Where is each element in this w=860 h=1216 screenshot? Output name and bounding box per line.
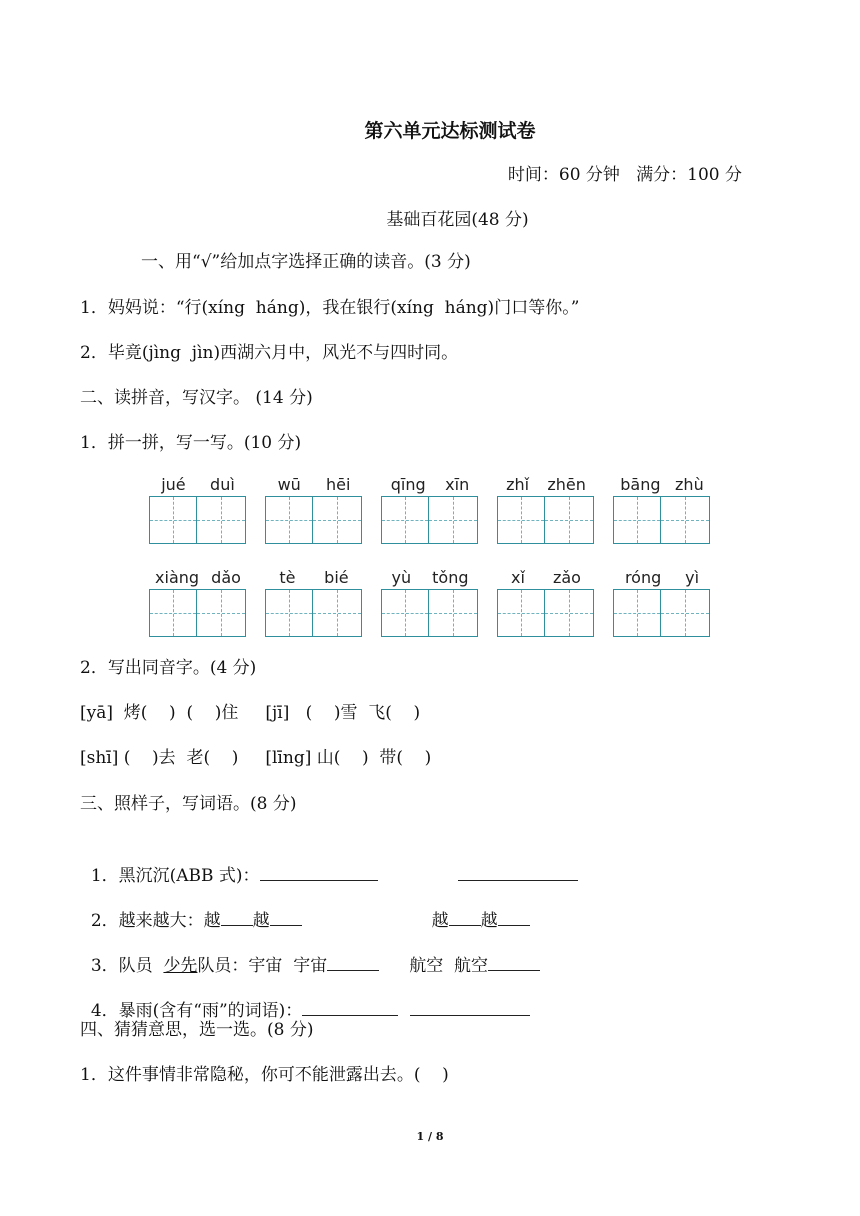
pinyin-syllable: xiàng <box>155 568 200 587</box>
q3-item-2-text: 2．越来越大：越 <box>90 911 221 931</box>
answer-blank[interactable] <box>458 862 578 881</box>
pinyin-word <box>265 563 363 637</box>
writing-box[interactable] <box>613 496 661 544</box>
page-number: 1 / 8 <box>416 1130 444 1143</box>
answer-blank[interactable] <box>410 997 530 1016</box>
q1-item-2: 2．毕竟(jìng jìn)西湖六月中，风光不与四时同。 <box>80 343 459 363</box>
pinyin-label <box>265 470 363 494</box>
pinyin-syllable: xīn <box>445 475 470 494</box>
pinyin-word <box>149 563 247 637</box>
q2-heading: 二、读拼音，写汉字。 (14 分) <box>80 388 313 408</box>
pinyin-label <box>149 470 247 494</box>
q3-item-2 <box>80 883 530 933</box>
answer-blank[interactable] <box>488 952 540 971</box>
pinyin-syllable: qīng <box>390 475 426 494</box>
answer-blank[interactable] <box>270 907 302 926</box>
writing-box[interactable] <box>545 496 594 544</box>
writing-box[interactable] <box>381 589 429 637</box>
writing-box[interactable] <box>661 589 710 637</box>
answer-blank[interactable] <box>449 907 481 926</box>
answer-blank[interactable] <box>260 862 378 881</box>
q3-item-3 <box>80 928 540 978</box>
q1-heading: 一、用“√”给加点字选择正确的读音。(3 分) <box>141 252 471 272</box>
pinyin-label <box>149 563 247 587</box>
q3-item-3-text: 队员：宇宙 宇宙 <box>197 956 328 976</box>
exam-meta: 时间：60 分钟 满分：100 分 <box>507 165 742 185</box>
pinyin-syllable: dǎo <box>211 568 241 587</box>
writing-box[interactable] <box>497 496 545 544</box>
pinyin-syllable: zhēn <box>547 475 586 494</box>
q3-item-3-text: 3．队员 <box>90 956 164 976</box>
writing-box[interactable] <box>197 496 246 544</box>
pinyin-word <box>613 563 711 637</box>
pinyin-label <box>265 563 363 587</box>
q3-item-1-label: 1．黑沉沉(ABB 式)： <box>90 866 260 886</box>
pinyin-word <box>381 470 479 544</box>
answer-blank[interactable] <box>221 907 253 926</box>
pinyin-syllable: yù <box>391 568 412 587</box>
writing-box[interactable] <box>313 496 362 544</box>
writing-box[interactable] <box>497 589 545 637</box>
writing-box[interactable] <box>545 589 594 637</box>
pinyin-label <box>497 470 595 494</box>
writing-box[interactable] <box>313 589 362 637</box>
pinyin-label <box>613 563 711 587</box>
pinyin-word <box>149 470 247 544</box>
q3-item-1 <box>80 838 578 888</box>
pinyin-syllable: jué <box>161 475 186 494</box>
section-title: 基础百花园(48 分) <box>386 210 529 230</box>
pinyin-word <box>497 470 595 544</box>
homophone-row-1: [yā] 烤( ) ( )住 [jī] ( )雪 飞( ) <box>80 703 421 723</box>
pinyin-syllable: xǐ <box>511 568 525 587</box>
pinyin-syllable: zǎo <box>552 568 581 587</box>
answer-blank[interactable] <box>327 952 379 971</box>
writing-box[interactable] <box>197 589 246 637</box>
pinyin-syllable: yì <box>685 568 700 587</box>
writing-grid-row-2 <box>149 563 711 637</box>
writing-box[interactable] <box>149 496 197 544</box>
writing-box[interactable] <box>149 589 197 637</box>
q3-item-2-text: 越 <box>480 911 498 931</box>
writing-box[interactable] <box>265 496 313 544</box>
q3-item-3-text: 航空 航空 <box>409 956 489 976</box>
pinyin-syllable: wū <box>277 475 301 494</box>
writing-box[interactable] <box>429 496 478 544</box>
page-title: 第六单元达标测试卷 <box>364 120 536 142</box>
q2-sub-2: 2．写出同音字。(4 分) <box>80 658 257 678</box>
q3-item-4-label: 4．暴雨(含有“雨”的词语)： <box>90 1001 303 1021</box>
pinyin-syllable: duì <box>210 475 235 494</box>
pinyin-word <box>497 563 595 637</box>
homophone-row-2: [shī] ( )去 老( ) [līng] 山( ) 带( ) <box>80 748 432 768</box>
writing-box[interactable] <box>613 589 661 637</box>
pinyin-word <box>381 563 479 637</box>
q4-item-1: 1．这件事情非常隐秘，你可不能泄露出去。( ) <box>80 1065 449 1085</box>
answer-blank[interactable] <box>302 997 398 1016</box>
pinyin-syllable: bāng <box>620 475 661 494</box>
pinyin-word <box>265 470 363 544</box>
pinyin-syllable: róng <box>624 568 662 587</box>
q3-item-4 <box>80 973 530 1023</box>
pinyin-label <box>381 470 479 494</box>
pinyin-syllable: tè <box>279 568 296 587</box>
q3-heading: 三、照样子，写词语。(8 分) <box>80 794 297 814</box>
q3-item-2-text: 越 <box>431 911 449 931</box>
writing-box[interactable] <box>429 589 478 637</box>
pinyin-word <box>613 470 711 544</box>
pinyin-syllable: bié <box>324 568 349 587</box>
q4-heading: 四、猜猜意思，选一选。(8 分) <box>80 1020 314 1040</box>
q1-item-1: 1．妈妈说：“行(xíng háng)，我在银行(xíng háng)门口等你。” <box>80 298 580 318</box>
pinyin-syllable: hēi <box>325 475 351 494</box>
pinyin-label <box>497 563 595 587</box>
pinyin-syllable: tǒng <box>432 568 469 587</box>
writing-box[interactable] <box>661 496 710 544</box>
writing-box[interactable] <box>265 589 313 637</box>
pinyin-label <box>381 563 479 587</box>
answer-blank[interactable] <box>498 907 530 926</box>
q2-sub-1: 1．拼一拼，写一写。(10 分) <box>80 433 302 453</box>
q3-item-2-text: 越 <box>252 911 270 931</box>
pinyin-syllable: zhǐ <box>506 475 530 494</box>
writing-box[interactable] <box>381 496 429 544</box>
q3-example-underlined: 少先 <box>163 956 198 976</box>
pinyin-syllable: zhù <box>675 475 704 494</box>
pinyin-label <box>613 470 711 494</box>
writing-grid-row-1 <box>149 470 711 544</box>
